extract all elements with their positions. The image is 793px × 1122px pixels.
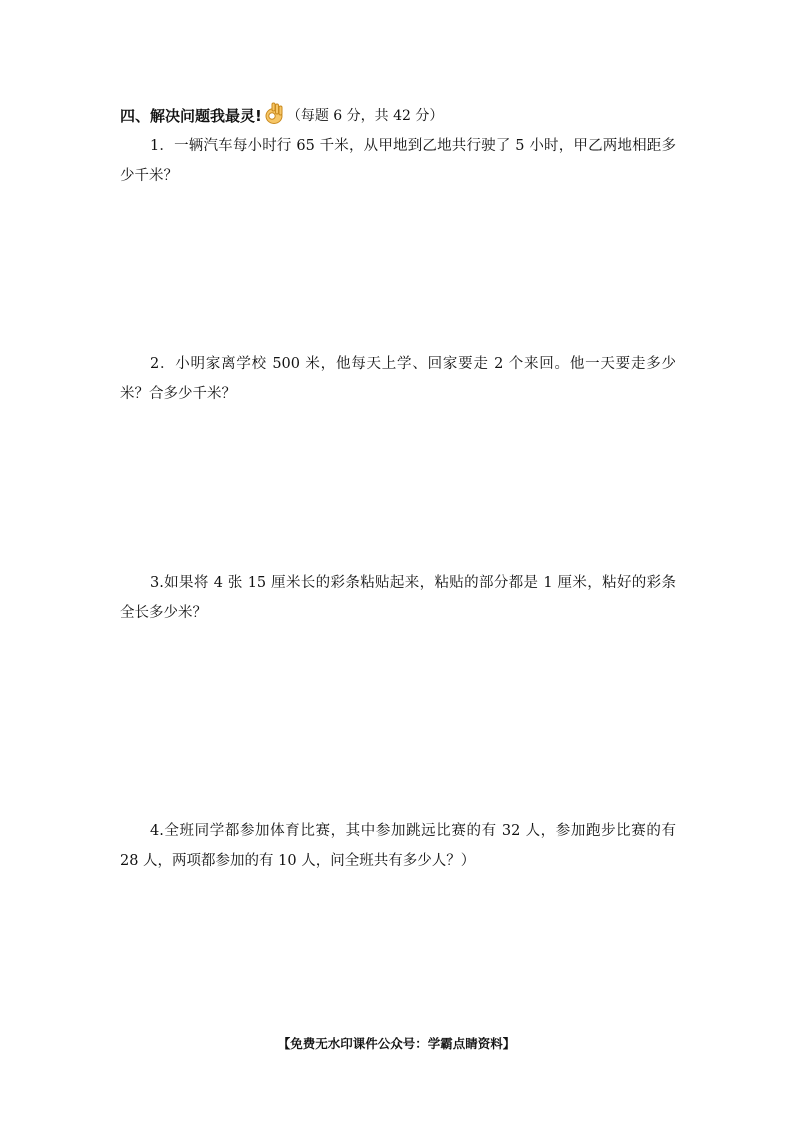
question-1 [120,131,676,191]
question-3-text: 3.如果将 4 张 15 厘米长的彩条粘贴起来，粘贴的部分都是 1 厘米，粘好的彩条全长多少米？ [120,575,676,621]
ok-hand-icon [263,101,285,125]
question-2 [120,349,676,409]
section-note: （每题 6 分，共 42 分） [286,108,444,124]
footer-note: 【免费无水印课件公众号：学霸点睛资料】 [277,1036,516,1051]
section-header [120,100,680,130]
question-1-text: 1．一辆汽车每小时行 65 千米，从甲地到乙地共行驶了 5 小时，甲乙两地相距多少千米？ [120,138,676,184]
question-4 [120,816,676,876]
question-4-text: 4.全班同学都参加体育比赛，其中参加跳远比赛的有 32 人，参加跑步比赛的有 28 人，两项都参加的有 10 人，问全班共有多少人？） [120,823,676,869]
section-title: 四、解决问题我最灵! [120,106,262,125]
question-2-text: 2．小明家离学校 500 米，他每天上学、回家要走 2 个来回。他一天要走多少米？合多少千米？ [120,356,676,402]
question-3 [120,568,676,628]
